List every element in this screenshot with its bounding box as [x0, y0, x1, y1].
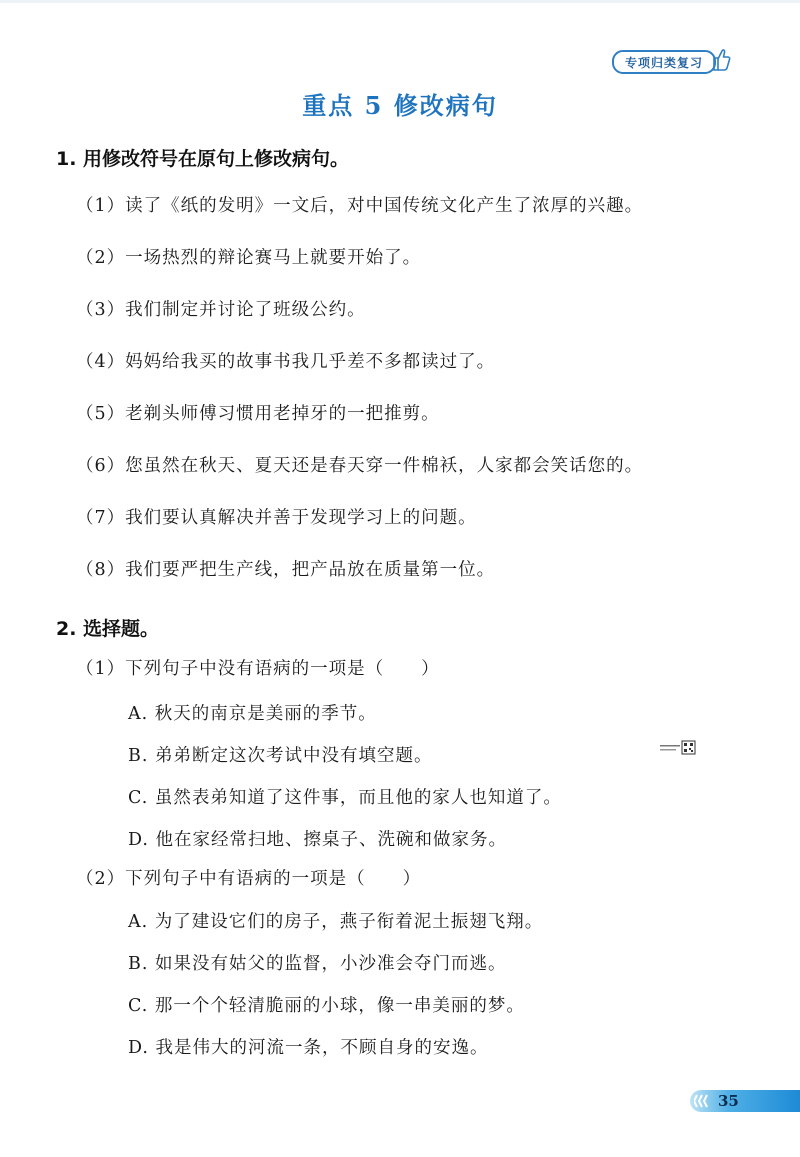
sentence-item: （6）您虽然在秋天、夏天还是春天穿一件棉袄，人家都会笑话您的。 — [76, 456, 644, 476]
page-bar-stripes-icon — [694, 1094, 710, 1108]
sentence-item: （3）我们制定并讨论了班级公约。 — [76, 300, 366, 320]
sentence-item: （2）一场热烈的辩论赛马上就要开始了。 — [76, 248, 422, 268]
qr-code-icon[interactable] — [660, 740, 696, 756]
sentence-item: （1）读了《纸的发明》一文后，对中国传统文化产生了浓厚的兴趣。 — [76, 196, 644, 216]
question-2-option-c: C. 那一个个轻清脆丽的小球，像一串美丽的梦。 — [128, 996, 525, 1016]
section-badge-label: 专项归类复习 — [624, 55, 703, 70]
top-rule — [0, 0, 800, 3]
question-2-stem: （2）下列句子中有语病的一项是（ ） — [76, 869, 422, 889]
question-2-option-d: D. 我是伟大的河流一条，不顾自身的安逸。 — [128, 1038, 489, 1058]
question-1-option-c: C. 虽然表弟知道了这件事，而且他的家人也知道了。 — [128, 788, 562, 808]
sentence-item: （5）老剃头师傅习惯用老掉牙的一把推剪。 — [76, 404, 440, 424]
question-1-stem: （1）下列句子中没有语病的一项是（ ） — [76, 659, 440, 679]
section-1-heading: 1. 用修改符号在原句上修改病句。 — [56, 148, 350, 170]
question-1-option-d: D. 他在家经常扫地、擦桌子、洗碗和做家务。 — [128, 830, 508, 850]
sentence-item: （7）我们要认真解决并善于发现学习上的问题。 — [76, 508, 477, 528]
sentence-item: （8）我们要严把生产线，把产品放在质量第一位。 — [76, 560, 496, 580]
question-1-option-b: B. 弟弟断定这次考试中没有填空题。 — [128, 746, 433, 766]
page-number: 35 — [718, 1092, 739, 1110]
page-title: 重点 5 修改病句 — [302, 91, 498, 120]
question-2-option-b: B. 如果没有姑父的监督，小沙准会夺门而逃。 — [128, 954, 507, 974]
sentence-item: （4）妈妈给我买的故事书我几乎差不多都读过了。 — [76, 352, 496, 372]
question-2-option-a: A. 为了建设它们的房子，燕子衔着泥土振翅飞翔。 — [128, 912, 544, 932]
section-badge — [612, 50, 716, 74]
section-2-heading: 2. 选择题。 — [56, 618, 160, 640]
thumbs-up-icon — [711, 46, 731, 72]
question-1-option-a: A. 秋天的南京是美丽的季节。 — [128, 704, 377, 724]
